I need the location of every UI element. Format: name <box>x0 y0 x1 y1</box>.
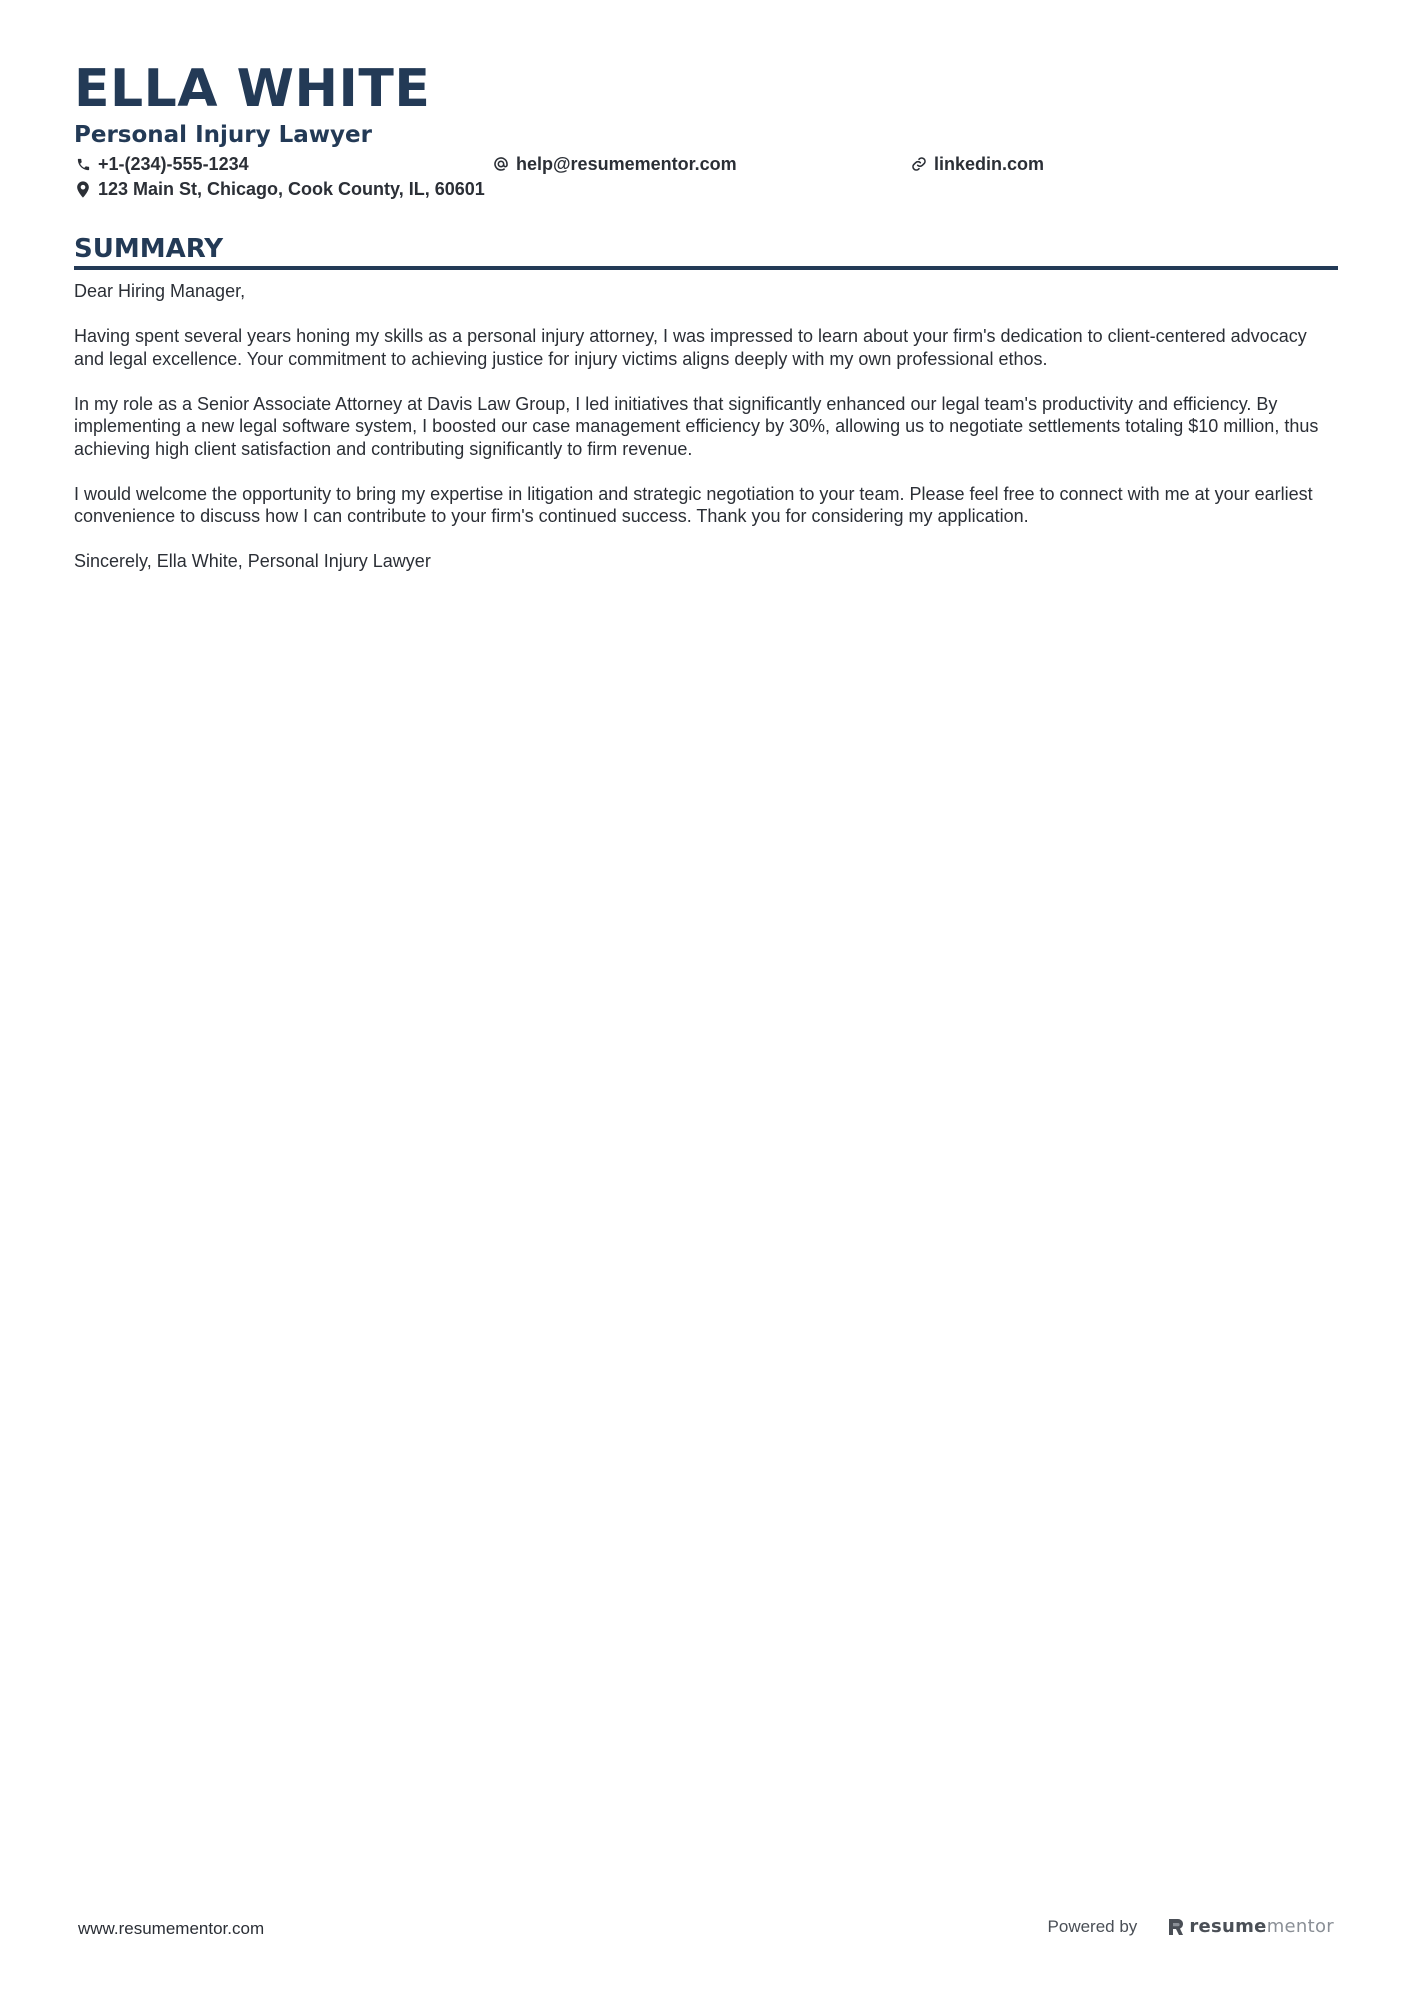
section-divider <box>74 266 1338 270</box>
brand-wordmark-light: mentor <box>1266 1916 1334 1937</box>
candidate-name: ELLA WHITE <box>74 59 431 119</box>
footer-branding <box>1048 1916 1334 1937</box>
brand-wordmark <box>1189 1916 1334 1937</box>
job-title: Personal Injury Lawyer <box>74 122 372 148</box>
powered-by-label: Powered by <box>1047 1916 1138 1936</box>
summary-section <box>74 232 1338 595</box>
contact-link <box>910 152 1044 176</box>
contact-address <box>74 177 485 201</box>
section-heading: SUMMARY <box>74 234 224 264</box>
letter-body <box>74 280 1338 573</box>
brand-wordmark-bold: resume <box>1189 1916 1267 1937</box>
at-icon <box>492 155 510 173</box>
footer-website-link[interactable]: www.resumementor.com <box>78 1919 265 1938</box>
link-icon <box>910 155 928 173</box>
letter-paragraph: In my role as a Senior Associate Attorney at Davis Law Group, I led initiatives that significantly enhanced our legal team's productivity and efficiency. By implementing a new legal software system, I boosted our case management efficiency by 30%, allowing us to negotiate settlements totaling $10 million, thus achieving high client satisfaction and contributing significantly to firm revenue. <box>74 393 1319 459</box>
address-text: 123 Main St, Chicago, Cook County, IL, 60601 <box>98 178 485 199</box>
resumementor-logo-icon <box>1167 1917 1185 1937</box>
contact-email <box>492 152 737 176</box>
link-text: linkedin.com <box>934 153 1045 174</box>
letter-paragraph: I would welcome the opportunity to bring my expertise in litigation and strategic negotiation to your team. Please feel free to connect with me at your earliest convenience to discuss how I can contribute to your firm's continued success. Thank you for considering my application. <box>74 483 1313 526</box>
header <box>74 58 1338 204</box>
location-pin-icon <box>74 180 92 198</box>
contact-info <box>74 152 1338 204</box>
letter-paragraph: Having spent several years honing my skills as a personal injury attorney, I was impressed to learn about your firm's dedication to client-centered advocacy and legal excellence. Your commitment to achieving justice for injury victims aligns deeply with my own professional ethos. <box>74 326 1307 369</box>
email-text: help@resumementor.com <box>516 153 737 174</box>
phone-text: +1-(234)-555-1234 <box>98 153 249 174</box>
letter-closing: Sincerely, Ella White, Personal Injury Lawyer <box>74 551 431 571</box>
brand-logo[interactable] <box>1167 1916 1334 1937</box>
letter-greeting: Dear Hiring Manager, <box>74 281 246 301</box>
contact-phone <box>74 152 249 176</box>
phone-icon <box>74 155 92 173</box>
